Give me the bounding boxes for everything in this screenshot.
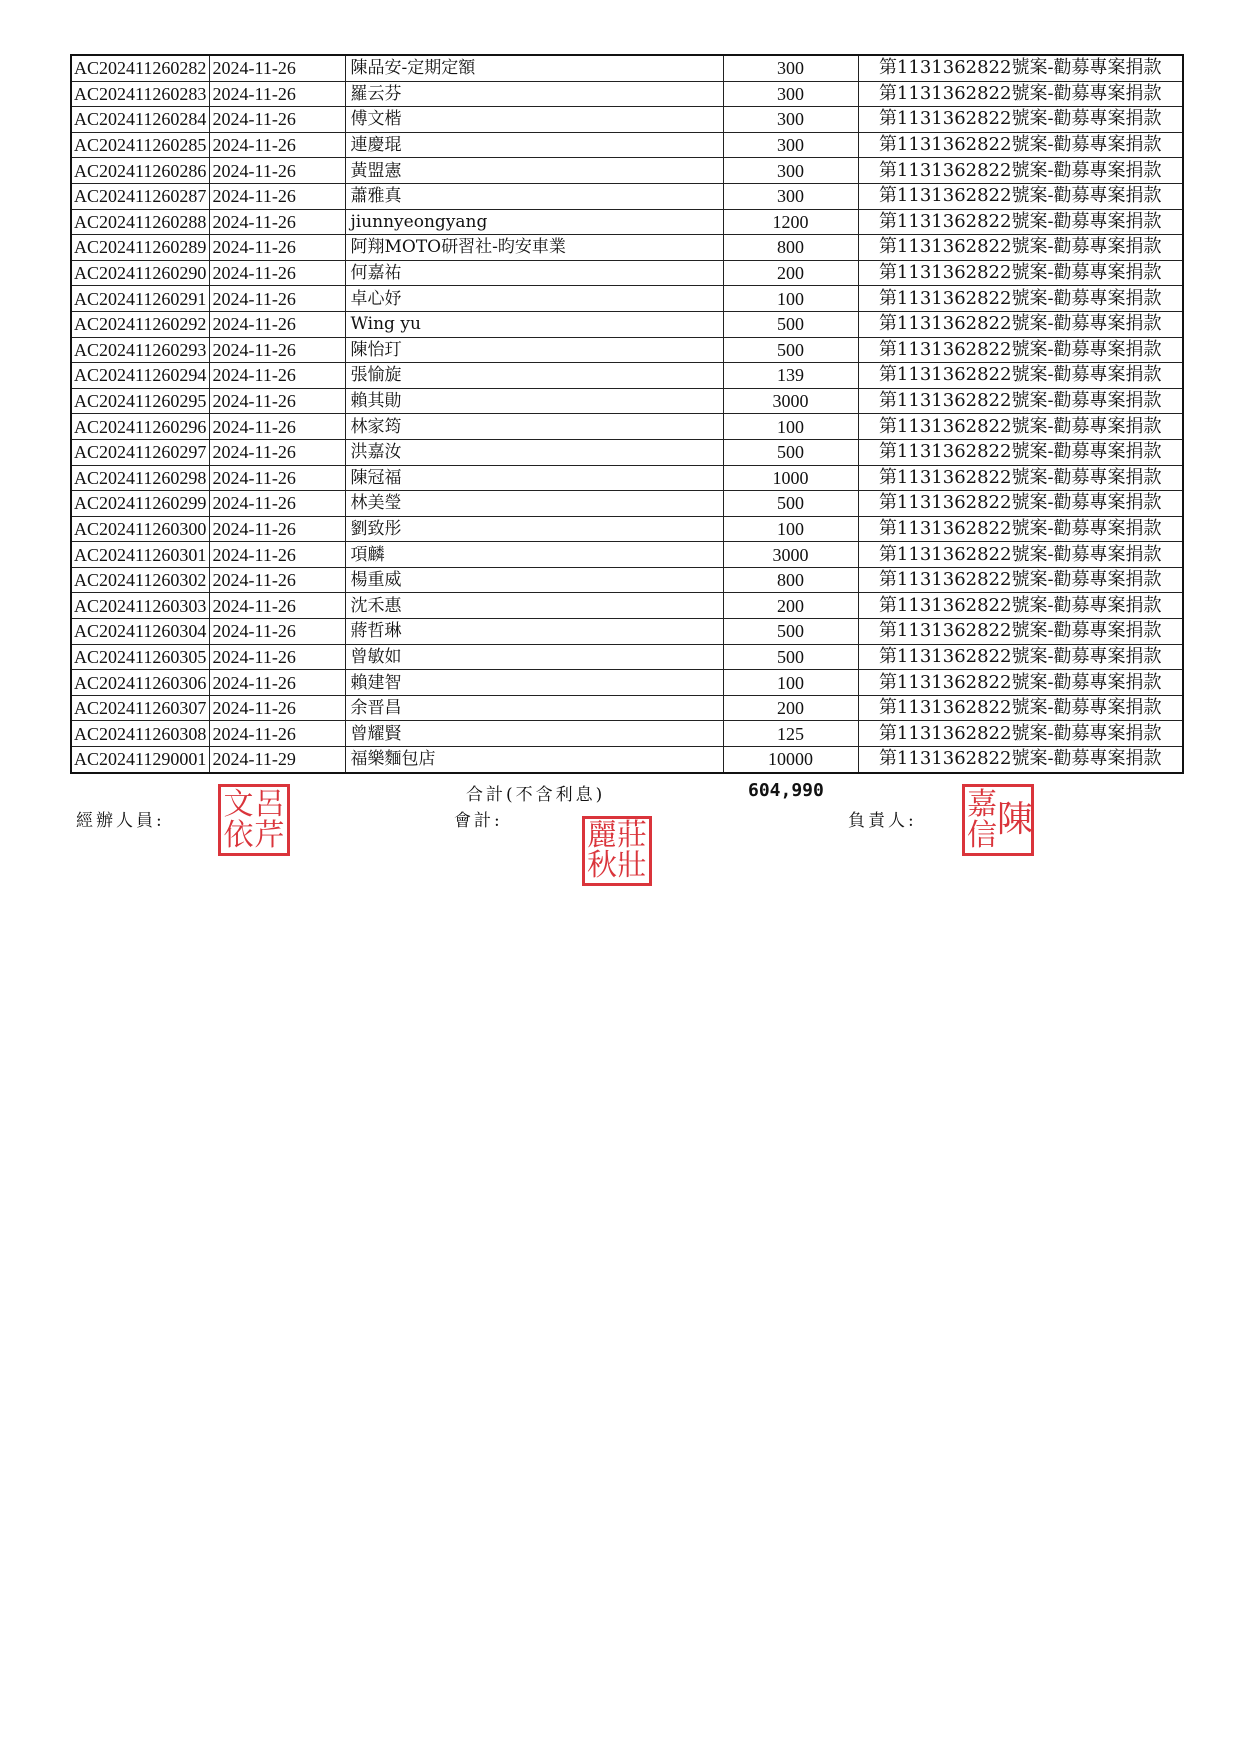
donation-date: 2024-11-26 [209,55,345,81]
donation-amount: 100 [723,516,858,542]
table-row [71,337,1183,363]
table-row [71,439,1183,465]
donation-amount: 500 [723,337,858,363]
donor-name: 蔣哲琳 [345,619,723,645]
handler-seal-char-4: 芹 [254,817,285,853]
donation-date: 2024-11-26 [209,567,345,593]
table-row [71,695,1183,721]
donation-amount: 3000 [723,388,858,414]
donor-name: 沈禾惠 [345,593,723,619]
donor-name: 曾敏如 [345,644,723,670]
ledger-body [71,55,1183,773]
donation-date: 2024-11-26 [209,209,345,235]
donation-id: AC202411290001 [71,747,209,773]
donation-note: 第1131362822號案-勸募專案捐款 [858,132,1183,158]
donation-note: 第1131362822號案-勸募專案捐款 [858,670,1183,696]
donation-date: 2024-11-26 [209,81,345,107]
donation-note: 第1131362822號案-勸募專案捐款 [858,542,1183,568]
donation-date: 2024-11-26 [209,388,345,414]
donation-id: AC202411260287 [71,183,209,209]
donation-note: 第1131362822號案-勸募專案捐款 [858,567,1183,593]
table-row [71,81,1183,107]
donation-note: 第1131362822號案-勸募專案捐款 [858,107,1183,133]
donation-amount: 500 [723,439,858,465]
donor-name: 林家筠 [345,414,723,440]
table-row [71,670,1183,696]
donor-name: 張愉旋 [345,363,723,389]
table-row [71,363,1183,389]
donation-id: AC202411260290 [71,260,209,286]
donation-date: 2024-11-26 [209,721,345,747]
donation-amount: 100 [723,670,858,696]
donor-name: 項麟 [345,542,723,568]
total-value: 604,990 [748,780,824,801]
donation-date: 2024-11-26 [209,644,345,670]
donation-amount: 200 [723,695,858,721]
donation-date: 2024-11-26 [209,439,345,465]
donation-id: AC202411260299 [71,491,209,517]
handler-label: 經辦人員: [76,811,165,831]
responsible-seal-char-2: 陳 [997,799,1034,840]
donation-date: 2024-11-26 [209,183,345,209]
donor-name: 連慶琨 [345,132,723,158]
donor-name: 卓心妤 [345,286,723,312]
donor-name: 福樂麵包店 [345,747,723,773]
donation-amount: 125 [723,721,858,747]
donation-note: 第1131362822號案-勸募專案捐款 [858,644,1183,670]
donor-name: 洪嘉汝 [345,439,723,465]
donor-name: 余晋昌 [345,695,723,721]
donation-note: 第1131362822號案-勸募專案捐款 [858,55,1183,81]
donation-amount: 800 [723,235,858,261]
donation-note: 第1131362822號案-勸募專案捐款 [858,593,1183,619]
total-label: 合計(不含利息) [466,785,606,805]
handler-seal-char-1: 文 [223,786,254,822]
donation-date: 2024-11-26 [209,107,345,133]
accountant-seal-char-2: 莊 [617,818,647,853]
donation-id: AC202411260298 [71,465,209,491]
donation-id: AC202411260296 [71,414,209,440]
donation-note: 第1131362822號案-勸募專案捐款 [858,465,1183,491]
donation-id: AC202411260297 [71,439,209,465]
table-row [71,388,1183,414]
donation-id: AC202411260283 [71,81,209,107]
donation-date: 2024-11-26 [209,235,345,261]
donation-amount: 500 [723,491,858,517]
donation-note: 第1131362822號案-勸募專案捐款 [858,158,1183,184]
donation-amount: 300 [723,132,858,158]
responsible-seal [962,784,1034,856]
donation-date: 2024-11-26 [209,593,345,619]
donor-name: Wing yu [345,311,723,337]
donation-note: 第1131362822號案-勸募專案捐款 [858,311,1183,337]
donation-amount: 200 [723,593,858,619]
donation-date: 2024-11-26 [209,311,345,337]
table-row [71,235,1183,261]
donation-id: AC202411260284 [71,107,209,133]
donation-id: AC202411260295 [71,388,209,414]
handler-seal-char-2: 呂 [254,786,285,822]
donation-id: AC202411260301 [71,542,209,568]
donation-id: AC202411260292 [71,311,209,337]
donor-name: 阿翔MOTO研習社-昀安車業 [345,235,723,261]
donation-date: 2024-11-26 [209,363,345,389]
donation-note: 第1131362822號案-勸募專案捐款 [858,183,1183,209]
accountant-seal-char-3: 秋 [587,848,617,883]
donor-name: 陳冠福 [345,465,723,491]
table-row [71,260,1183,286]
donation-date: 2024-11-29 [209,747,345,773]
donation-date: 2024-11-26 [209,465,345,491]
donation-id: AC202411260291 [71,286,209,312]
table-row [71,209,1183,235]
donation-id: AC202411260305 [71,644,209,670]
donation-note: 第1131362822號案-勸募專案捐款 [858,209,1183,235]
donation-date: 2024-11-26 [209,260,345,286]
donation-note: 第1131362822號案-勸募專案捐款 [858,337,1183,363]
donation-note: 第1131362822號案-勸募專案捐款 [858,260,1183,286]
donation-id: AC202411260289 [71,235,209,261]
donation-id: AC202411260288 [71,209,209,235]
table-row [71,107,1183,133]
donor-name: 楊重威 [345,567,723,593]
donation-note: 第1131362822號案-勸募專案捐款 [858,516,1183,542]
donation-amount: 800 [723,567,858,593]
table-row [71,286,1183,312]
donation-id: AC202411260285 [71,132,209,158]
donation-amount: 300 [723,107,858,133]
table-row [71,414,1183,440]
donation-note: 第1131362822號案-勸募專案捐款 [858,81,1183,107]
donation-date: 2024-11-26 [209,619,345,645]
donation-note: 第1131362822號案-勸募專案捐款 [858,491,1183,517]
donation-note: 第1131362822號案-勸募專案捐款 [858,414,1183,440]
donation-id: AC202411260302 [71,567,209,593]
donation-note: 第1131362822號案-勸募專案捐款 [858,439,1183,465]
donation-id: AC202411260300 [71,516,209,542]
donation-id: AC202411260307 [71,695,209,721]
donation-amount: 500 [723,311,858,337]
accountant-seal-char-1: 麗 [587,818,617,853]
donation-amount: 500 [723,619,858,645]
donor-name: 劉致彤 [345,516,723,542]
donation-amount: 139 [723,363,858,389]
donation-id: AC202411260293 [71,337,209,363]
donation-date: 2024-11-26 [209,542,345,568]
table-row [71,183,1183,209]
accountant-label: 會計: [454,811,503,831]
accountant-seal-char-4: 壯 [617,848,647,883]
table-row [71,619,1183,645]
donation-id: AC202411260304 [71,619,209,645]
table-row [71,311,1183,337]
donation-date: 2024-11-26 [209,516,345,542]
donation-amount: 1000 [723,465,858,491]
donation-date: 2024-11-26 [209,132,345,158]
responsible-seal-char-1: 嘉 [967,786,997,822]
table-row [71,132,1183,158]
donation-id: AC202411260306 [71,670,209,696]
donor-name: 曾耀賢 [345,721,723,747]
donation-amount: 300 [723,158,858,184]
donation-date: 2024-11-26 [209,158,345,184]
donation-amount: 100 [723,414,858,440]
table-row [71,644,1183,670]
donation-date: 2024-11-26 [209,286,345,312]
donor-name: 何嘉祐 [345,260,723,286]
donor-name: jiunnyeongyang [345,209,723,235]
donation-date: 2024-11-26 [209,491,345,517]
donation-note: 第1131362822號案-勸募專案捐款 [858,235,1183,261]
donor-name: 陳品安-定期定額 [345,55,723,81]
donor-name: 林美瑩 [345,491,723,517]
donation-note: 第1131362822號案-勸募專案捐款 [858,695,1183,721]
donation-note: 第1131362822號案-勸募專案捐款 [858,286,1183,312]
table-row [71,491,1183,517]
donor-name: 羅云芬 [345,81,723,107]
donor-name: 蕭雅真 [345,183,723,209]
donation-amount: 100 [723,286,858,312]
donation-amount: 300 [723,81,858,107]
responsible-label: 負責人: [848,811,917,831]
donation-amount: 300 [723,55,858,81]
donation-amount: 1200 [723,209,858,235]
table-row [71,567,1183,593]
table-row [71,721,1183,747]
donation-note: 第1131362822號案-勸募專案捐款 [858,619,1183,645]
table-row [71,158,1183,184]
table-row [71,465,1183,491]
accountant-seal [582,816,652,886]
table-row [71,516,1183,542]
donor-name: 賴建智 [345,670,723,696]
donor-name: 黃盟憲 [345,158,723,184]
donation-date: 2024-11-26 [209,670,345,696]
donation-date: 2024-11-26 [209,414,345,440]
donation-id: AC202411260294 [71,363,209,389]
donation-id: AC202411260308 [71,721,209,747]
donation-note: 第1131362822號案-勸募專案捐款 [858,721,1183,747]
donation-amount: 300 [723,183,858,209]
donation-note: 第1131362822號案-勸募專案捐款 [858,388,1183,414]
responsible-seal-char-3: 信 [967,817,997,853]
donation-date: 2024-11-26 [209,337,345,363]
donation-id: AC202411260303 [71,593,209,619]
donation-id: AC202411260286 [71,158,209,184]
table-row [71,542,1183,568]
table-row [71,747,1183,773]
donor-name: 賴其勛 [345,388,723,414]
donation-note: 第1131362822號案-勸募專案捐款 [858,747,1183,773]
donation-amount: 3000 [723,542,858,568]
handler-seal-char-3: 依 [223,817,254,853]
donation-amount: 10000 [723,747,858,773]
donor-name: 陳怡玎 [345,337,723,363]
donation-ledger-table [70,54,1184,774]
donation-id: AC202411260282 [71,55,209,81]
table-row [71,593,1183,619]
donation-date: 2024-11-26 [209,695,345,721]
table-row [71,55,1183,81]
handler-seal [218,784,290,856]
donation-note: 第1131362822號案-勸募專案捐款 [858,363,1183,389]
donation-amount: 200 [723,260,858,286]
donation-amount: 500 [723,644,858,670]
donor-name: 傅文楷 [345,107,723,133]
